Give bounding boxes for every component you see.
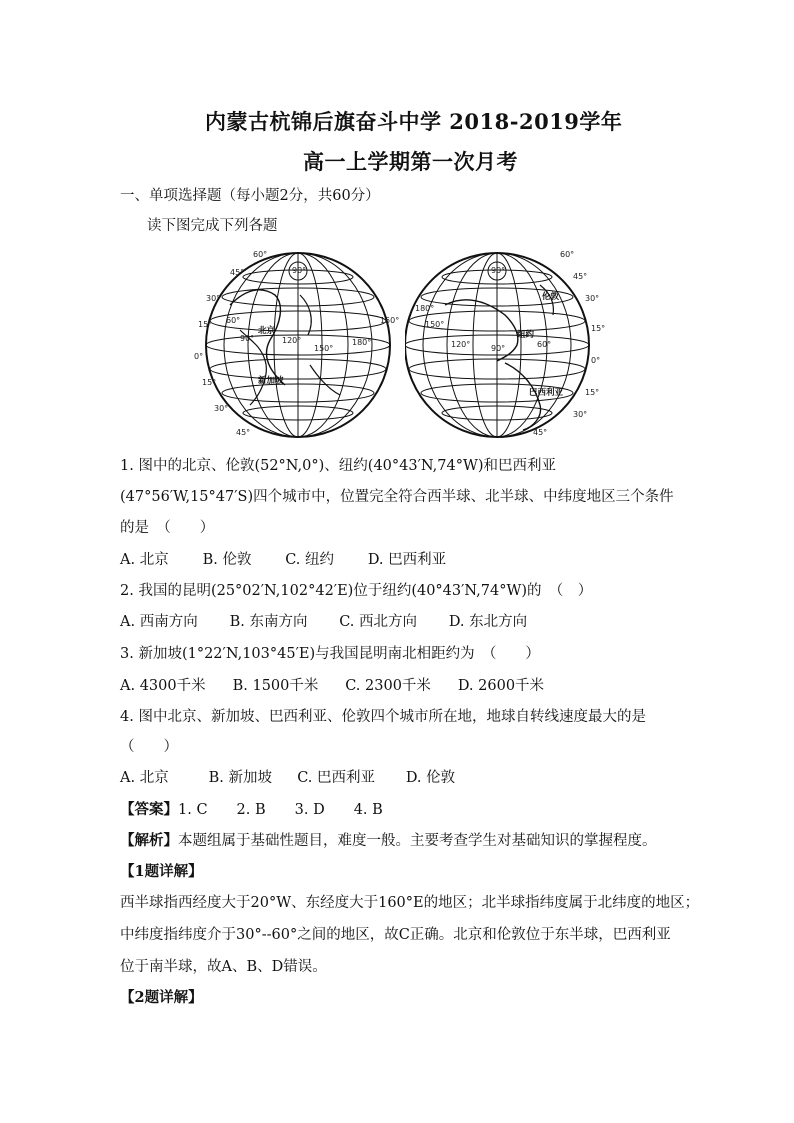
option-b[interactable]: B. 东南方向 xyxy=(229,614,308,630)
left-lat-label: 30° xyxy=(214,404,229,413)
question-4-options xyxy=(120,768,455,788)
left-lon-label: 90° xyxy=(240,334,255,343)
option-b[interactable]: B. 新加坡 xyxy=(208,770,272,786)
right-lon-label: 90° xyxy=(491,344,506,353)
question-1-line-2: (47°56′W,15°47′S)四个城市中，位置完全符合西半球、北半球、中纬度地区三个条件 xyxy=(120,489,674,505)
left-lat-label: 45° xyxy=(236,428,251,437)
city-label-beijing: 北京 xyxy=(258,326,276,336)
left-lon-label: 150° xyxy=(314,344,334,353)
left-lat-label: 15° xyxy=(202,378,217,387)
left-lon-label: 120° xyxy=(282,336,302,345)
option-a[interactable]: A. 北京 xyxy=(120,552,169,568)
right-lon-label: 60° xyxy=(537,340,552,349)
question-1-options xyxy=(120,550,446,570)
right-lat-label: 15° xyxy=(591,324,605,333)
option-b[interactable]: B. 1500千米 xyxy=(232,678,319,694)
answer-row xyxy=(120,800,383,820)
option-d[interactable]: D. 巴西利亚 xyxy=(367,552,447,568)
right-lon-label: 120° xyxy=(451,340,471,349)
option-b[interactable]: B. 伦敦 xyxy=(202,552,252,568)
analysis-row xyxy=(120,831,657,851)
right-lon-label: 180° xyxy=(415,304,435,313)
question-4-line-1: 4. 图中北京、新加坡、巴西利亚、伦敦四个城市所在地，地球自转线速度最大的是 xyxy=(120,709,646,725)
left-globe-figure xyxy=(190,245,400,440)
section-instruction: 读下图完成下列各题 xyxy=(147,218,278,234)
left-lat-label: 0° xyxy=(194,352,204,361)
detail-1-line-2: 中纬度指纬度介于30°--60°之间的地区，故C正确。北京和伦敦位于东半球，巴西利亚 xyxy=(120,927,671,943)
right-lat-label: 60° xyxy=(560,250,575,259)
option-c[interactable]: C. 巴西利亚 xyxy=(297,770,376,786)
question-2-line-1: 2. 我国的昆明(25°02′N,102°42′E)位于纽约(40°43′N,74°W)的 （ ） xyxy=(120,583,593,599)
question-2-options xyxy=(120,612,527,632)
section-heading: 一、单项选择题（每小题2分，共60分） xyxy=(120,188,380,204)
right-lon-label: 90° xyxy=(491,266,506,275)
page-subtitle: 高一上学期第一次月考 xyxy=(303,149,518,174)
option-a[interactable]: A. 北京 xyxy=(120,770,169,786)
right-lat-label: 0° xyxy=(591,356,601,365)
left-lat-label: 30° xyxy=(206,294,221,303)
answer-text: 1. C 2. B 3. D 4. B xyxy=(178,802,383,818)
right-globe-figure xyxy=(405,245,605,440)
detail-1-line-3: 位于南半球，故A、B、D错误。 xyxy=(120,959,327,975)
left-lon-label: 150° xyxy=(380,316,400,325)
left-lon-label: 90° xyxy=(292,266,307,275)
right-lat-label: 30° xyxy=(585,294,600,303)
option-c[interactable]: C. 西北方向 xyxy=(339,614,418,630)
answer-label: 【答案】 xyxy=(120,801,178,818)
question-4-line-2: （ ） xyxy=(120,739,178,755)
question-1-line-3: 的是 （ ） xyxy=(120,520,215,536)
right-lat-label: 45° xyxy=(573,272,588,281)
analysis-label: 【解析】 xyxy=(120,832,178,849)
option-a[interactable]: A. 4300千米 xyxy=(120,678,206,694)
left-lat-label: 15° xyxy=(198,320,213,329)
left-lon-label: 60° xyxy=(226,316,241,325)
left-lat-label: 45° xyxy=(230,268,245,277)
question-3-line-1: 3. 新加坡(1°22′N,103°45′E)与我国昆明南北相距约为 （ ） xyxy=(120,646,540,662)
detail-1-heading: 【1题详解】 xyxy=(120,863,203,880)
city-label-london: 伦敦 xyxy=(542,292,560,302)
right-lat-label: 45° xyxy=(533,428,548,437)
option-a[interactable]: A. 西南方向 xyxy=(120,614,198,630)
option-c[interactable]: C. 2300千米 xyxy=(345,678,431,694)
analysis-text: 本题组属于基础性题目，难度一般。主要考查学生对基础知识的掌握程度。 xyxy=(178,833,657,849)
left-lat-label: 60° xyxy=(253,250,268,259)
right-lat-label: 15° xyxy=(585,388,600,397)
option-d[interactable]: D. 伦敦 xyxy=(405,770,456,786)
question-3-options xyxy=(120,676,544,696)
question-1-line-1: 1. 图中的北京、伦敦(52°N,0°)、纽约(40°43′N,74°W)和巴西利亚 xyxy=(120,458,557,474)
right-lon-label: 150° xyxy=(425,320,445,329)
option-d[interactable]: D. 2600千米 xyxy=(457,678,545,694)
page-title: 内蒙古杭锦后旗奋斗中学 2018-2019学年 xyxy=(205,109,623,134)
city-label-newyork: 纽约 xyxy=(517,330,535,340)
option-d[interactable]: D. 东北方向 xyxy=(448,614,528,630)
city-label-brasilia: 巴西利亚 xyxy=(529,388,564,398)
option-c[interactable]: C. 纽约 xyxy=(285,552,335,568)
right-lat-label: 30° xyxy=(573,410,588,419)
left-lon-label: 180° xyxy=(352,338,372,347)
city-label-singapore: 新加坡 xyxy=(258,376,284,386)
detail-1-line-1: 西半球指西经度大于20°W、东经度大于160°E的地区；北半球指纬度属于北纬度的地区； xyxy=(120,895,700,911)
detail-2-heading: 【2题详解】 xyxy=(120,989,203,1006)
